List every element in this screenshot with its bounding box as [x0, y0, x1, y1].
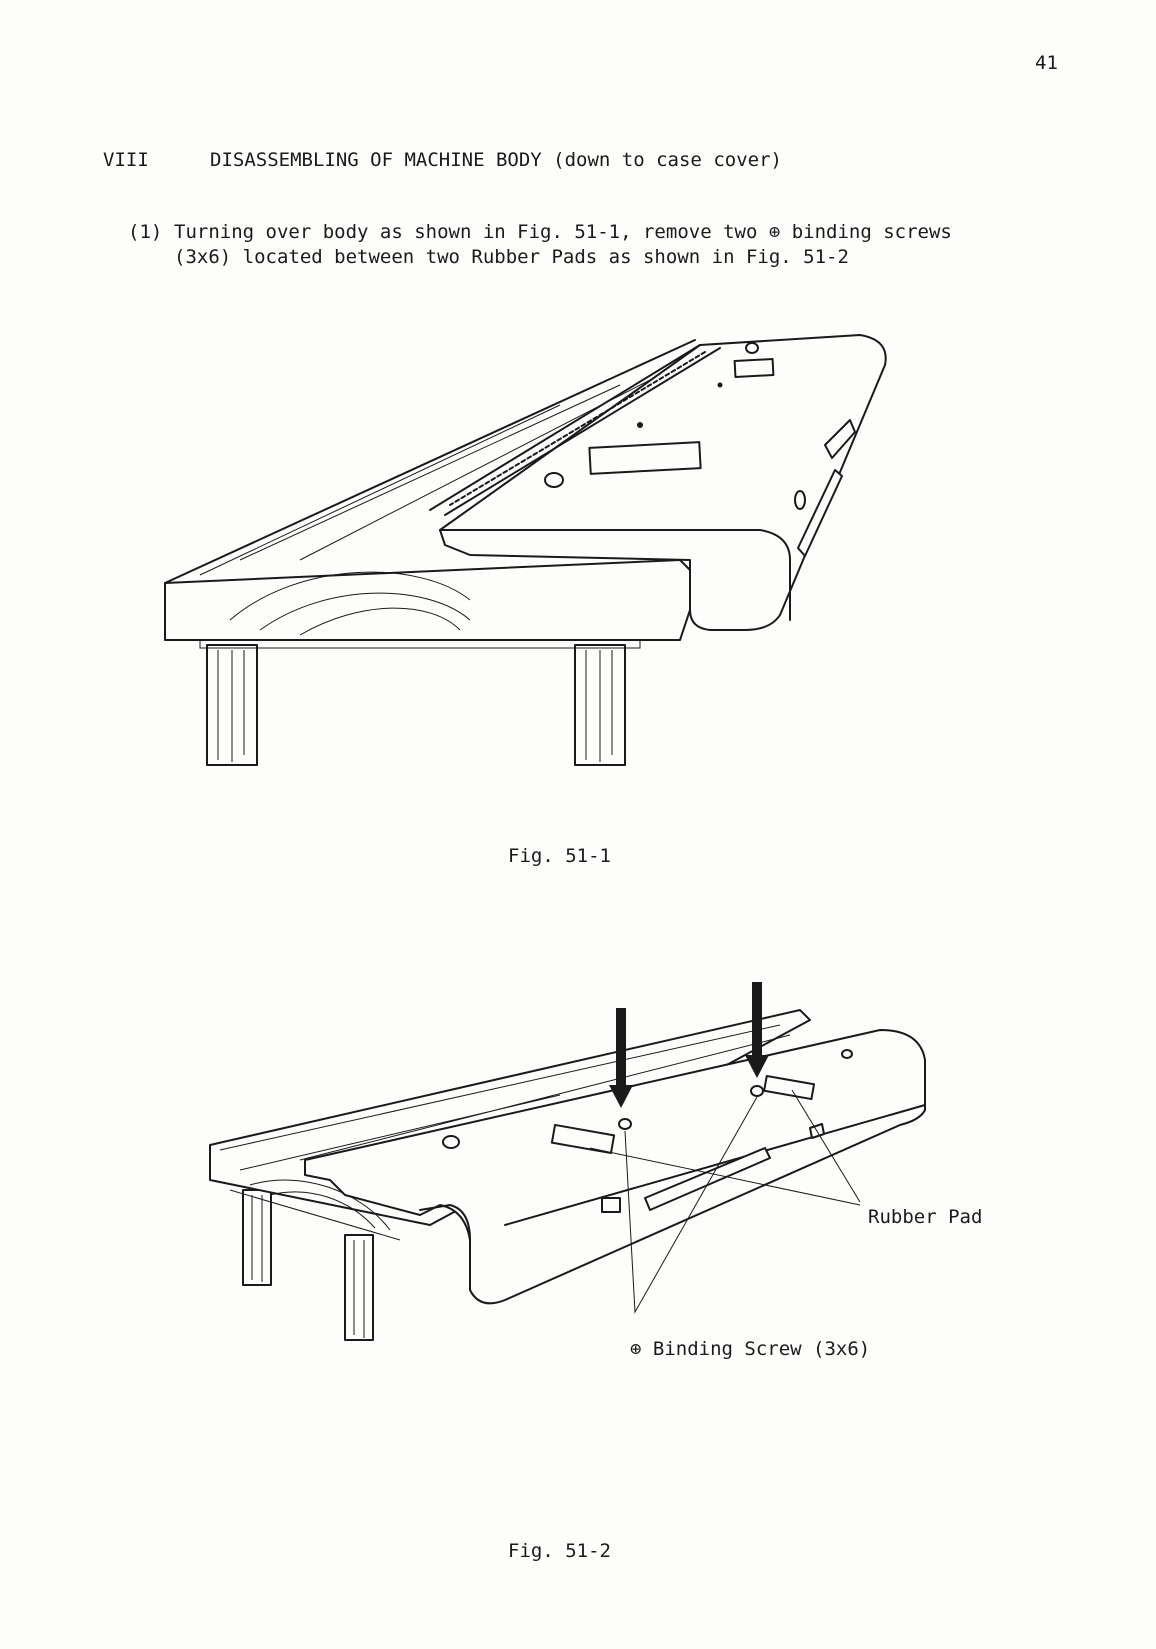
step-number: (1)	[128, 221, 163, 243]
rubber-pad-label: Rubber Pad	[868, 1206, 983, 1228]
figure-51-1-caption: Fig. 51-1	[508, 845, 611, 867]
figure-51-2-caption: Fig. 51-2	[508, 1540, 611, 1562]
binding-screw-label: ⊕ Binding Screw (3x6)	[630, 1338, 871, 1360]
page-number: 41	[1035, 52, 1058, 74]
step-text-line-2: (3x6) located between two Rubber Pads as shown in Fig. 51-2	[174, 246, 849, 268]
step-text-line-1: Turning over body as shown in Fig. 51-1, remove two ⊕ binding screws	[174, 221, 952, 243]
section-number: VIII	[103, 149, 149, 171]
section-title: DISASSEMBLING OF MACHINE BODY (down to case cover)	[210, 149, 782, 171]
